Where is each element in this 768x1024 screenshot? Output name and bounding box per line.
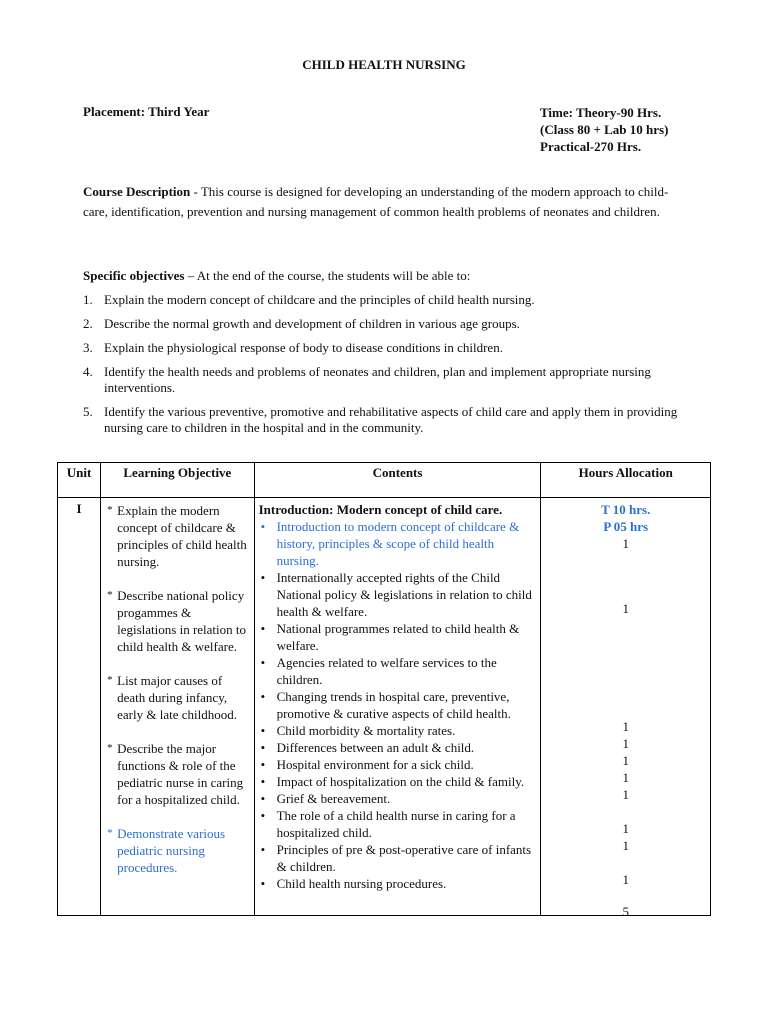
contents-cell <box>254 498 541 916</box>
course-description-label: Course Description <box>83 184 191 199</box>
objectives-cell <box>101 498 254 916</box>
contents-heading: Introduction: Modern concept of child care. <box>258 502 503 517</box>
learning-objective-item: * List major causes of death during infancy, early & late childhood. <box>107 673 237 722</box>
time-practical: Practical-270 Hrs. <box>540 139 642 154</box>
time-allocation <box>540 104 668 155</box>
content-text: Agencies related to welfare services to the children. <box>276 655 497 687</box>
objective-text: Explain the physiological response of body to disease conditions in children. <box>104 340 503 355</box>
specific-objectives-text: – At the end of the course, the students will be able to: <box>184 268 471 283</box>
objective-number: 4. <box>83 364 93 379</box>
header-contents: Contents <box>254 463 541 498</box>
objective-number: 5. <box>83 404 93 419</box>
content-item: • The role of a child health nurse in caring for a hospitalized child. <box>260 808 516 840</box>
content-item: • Hospital environment for a sick child. <box>260 757 474 772</box>
course-description <box>83 182 693 222</box>
objective-number: 2. <box>83 316 93 331</box>
hours-value: 1 <box>622 719 629 734</box>
content-item: • Changing trends in hospital care, preventive, promotive & curative aspects of child health. <box>260 689 511 721</box>
content-item: • National programmes related to child health & welfare. <box>260 621 520 653</box>
content-text: The role of a child health nurse in caring for a hospitalized child. <box>276 808 516 840</box>
objective-text: Explain the modern concept of childcare and the principles of child health nursing. <box>104 292 535 307</box>
content-item: • Internationally accepted rights of the Child National policy & legislations in relation to child health & welfare. <box>260 570 532 619</box>
content-text: Impact of hospitalization on the child & family. <box>276 774 525 789</box>
objective-number: 1. <box>83 292 93 307</box>
content-text: National programmes related to child health & welfare. <box>276 621 520 653</box>
objective-text: Identify the various preventive, promotive and rehabilitative aspects of child care and apply them in providing nursing care to children in the hospital and in the community. <box>104 404 678 435</box>
content-text: Child morbidity & mortality rates. <box>276 723 456 738</box>
content-item: • Impact of hospitalization on the child & family. <box>260 774 525 789</box>
content-text: Child health nursing procedures. <box>276 876 447 891</box>
unit-cell <box>58 498 101 916</box>
course-description-text: - This course is designed for developing an understanding of the modern approach to child-care, identification, prevention and nursing management of common health problems of neonates and children. <box>83 184 669 219</box>
objective-item <box>83 364 693 396</box>
content-text: Introduction to modern concept of childcare & history, principles & scope of child health nursing. <box>276 519 520 568</box>
content-text: Internationally accepted rights of the Child National policy & legislations in relation to child health & welfare. <box>276 570 532 619</box>
learning-objective-item: * Demonstrate various pediatric nursing procedures. <box>107 826 226 875</box>
placement-label: Placement: Third Year <box>83 104 210 119</box>
hours-value: 1 <box>622 753 629 768</box>
hours-value: 1 <box>622 838 629 853</box>
content-item: • Grief & bereavement. <box>260 791 391 806</box>
hours-cell <box>541 498 711 919</box>
learning-objective-item: * Explain the modern concept of childcare & principles of child health nursing. <box>107 503 247 569</box>
content-item: • Principles of pre & post-operative care of infants & children. <box>260 842 532 874</box>
hours-value: 1 <box>622 821 629 836</box>
objective-number: 3. <box>83 340 93 355</box>
time-theory: Time: Theory-90 Hrs. <box>540 105 662 120</box>
document-title: CHILD HEALTH NURSING <box>302 57 466 72</box>
objective-item <box>83 404 693 436</box>
table-header-row <box>58 463 711 498</box>
hours-value: 1 <box>622 770 629 785</box>
content-item: • Differences between an adult & child. <box>260 740 475 755</box>
hours-theory: T 10 hrs. <box>601 502 651 517</box>
objective-item <box>83 292 693 308</box>
content-item: • Child morbidity & mortality rates. <box>260 723 456 738</box>
content-text: Differences between an adult & child. <box>276 740 475 755</box>
learning-objective-text: Demonstrate various pediatric nursing procedures. <box>117 826 226 875</box>
table-row <box>58 498 711 916</box>
hours-value: 5 <box>622 904 629 919</box>
hours-value: 1 <box>622 872 629 887</box>
learning-objective-text: List major causes of death during infancy, early & late childhood. <box>117 673 237 722</box>
syllabus-table <box>57 462 711 919</box>
objective-item <box>83 340 693 356</box>
objective-text: Describe the normal growth and development of children in various age groups. <box>104 316 520 331</box>
learning-objective-item: * Describe the major functions & role of the pediatric nurse in caring for a hospitalized child. <box>107 741 244 807</box>
time-class-lab: (Class 80 + Lab 10 hrs) <box>540 122 669 137</box>
content-text: Changing trends in hospital care, preventive, promotive & curative aspects of child health. <box>276 689 511 721</box>
content-text: Grief & bereavement. <box>276 791 391 806</box>
specific-objectives-list <box>83 292 693 444</box>
specific-objectives-label: Specific objectives <box>83 268 185 283</box>
hours-value: 1 <box>622 601 629 616</box>
objective-item <box>83 316 693 332</box>
content-text: Hospital environment for a sick child. <box>276 757 474 772</box>
learning-objective-text: Explain the modern concept of childcare & principles of child health nursing. <box>117 503 247 569</box>
header-learning-objective: Learning Objective <box>101 463 254 498</box>
content-item: • Agencies related to welfare services to the children. <box>260 655 497 687</box>
specific-objectives-intro <box>83 266 693 286</box>
hours-value: 1 <box>622 736 629 751</box>
header-hours-allocation: Hours Allocation <box>541 463 711 498</box>
content-item: • Child health nursing procedures. <box>260 876 447 891</box>
objective-text: Identify the health needs and problems of neonates and children, plan and implement appropriate nursing interventions. <box>104 364 651 395</box>
content-text: Principles of pre & post-operative care of infants & children. <box>276 842 532 874</box>
content-item: • Introduction to modern concept of childcare & history, principles & scope of child health nursing. <box>260 519 520 568</box>
learning-objective-text: Describe national policy progammes & legislations in relation to child health & welfare. <box>117 588 247 654</box>
learning-objective-text: Describe the major functions & role of the pediatric nurse in caring for a hospitalized child. <box>117 741 244 807</box>
hours-practical: P 05 hrs <box>603 519 649 534</box>
learning-objective-item: * Describe national policy progammes & legislations in relation to child health & welfare. <box>107 588 247 654</box>
hours-value: 1 <box>622 536 629 551</box>
header-unit: Unit <box>58 463 101 498</box>
unit-number: I <box>76 501 82 516</box>
hours-value: 1 <box>622 787 629 802</box>
